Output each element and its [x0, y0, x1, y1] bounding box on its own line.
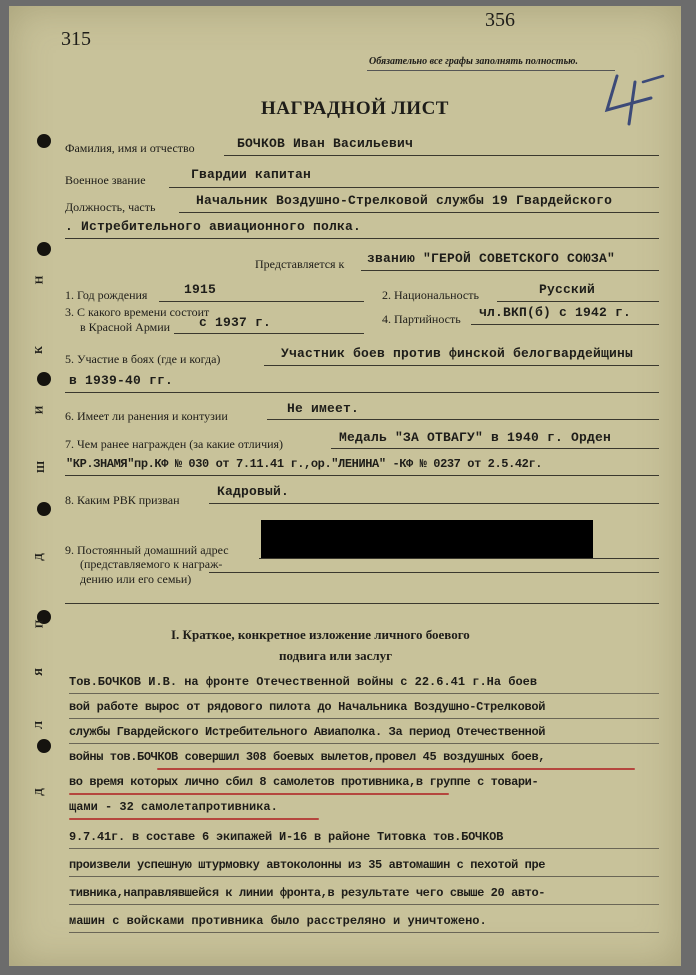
address-label-2: (представляемого к награж-: [80, 557, 223, 571]
archive-number-top: 356: [485, 9, 515, 31]
binding-hole: [37, 372, 51, 386]
narrative-line: во время которых лично сбил 8 самолетов противника,в группе с товари-: [69, 775, 539, 789]
position-value-1: Начальник Воздушно-Стрелковой службы 19 Гвардейского: [196, 193, 613, 208]
narrative-line: Тов.БОЧКОВ И.В. на фронте Отечественной войны с 22.6.41 г.На боев: [69, 675, 538, 689]
awards-label: 7. Чем ранее награжден (за какие отличия): [65, 437, 284, 451]
nominated-label: Представляется к: [255, 257, 345, 271]
red-underline: [69, 793, 449, 795]
section-divider: [65, 603, 659, 604]
battles-value-1: Участник боев против финской белогвардейщины: [281, 346, 634, 361]
binding-hole: [37, 502, 51, 516]
narrative-line: войны тов.БОЧКОВ совершил 308 боевых вылетов,провел 45 воздушных боев,: [69, 750, 546, 764]
narrative-line: машин с войсками противника было расстреляно и уничтожено.: [69, 914, 487, 928]
rvk-label: 8. Каким РВК призван: [65, 493, 180, 507]
section-heading-2: подвига или заслуг: [279, 648, 393, 663]
nationality-value: Русский: [539, 282, 596, 297]
rank-label: Военное звание: [65, 173, 146, 187]
address-label: 9. Постоянный домашний адрес: [65, 543, 229, 557]
nationality-label: 2. Национальность: [382, 288, 479, 302]
instruction-underline: [367, 70, 615, 71]
section-heading: I. Краткое, конкретное изложение личного боевого: [171, 627, 470, 642]
service-label-2: в Красной Армии: [80, 320, 171, 334]
narrative-line: вой работе вырос от рядового пилота до Начальника Воздушно-Стрелковой: [69, 700, 546, 714]
binding-hole: [37, 739, 51, 753]
position-label: Должность, часть: [65, 200, 156, 214]
narrative-line: щами - 32 самолетапротивника.: [69, 800, 278, 814]
battles-value-2: в 1939-40 гг.: [69, 373, 174, 388]
narrative-line: службы Гвардейского Истребительного Авиаполка. За период Отечественной: [69, 725, 546, 739]
party-label: 4. Партийность: [382, 312, 461, 326]
document-title: НАГРАДНОЙ ЛИСТ: [261, 98, 449, 119]
address-label-3: дению или его семьи): [80, 572, 192, 586]
service-label: 3. С какого времени состоит: [65, 305, 210, 319]
wounds-value: Не имеет.: [287, 401, 360, 416]
handwritten-mark: [599, 68, 669, 128]
narrative-line: произвели успешную штурмовку автоколонны из 35 автомашин с пехотой пре: [69, 858, 546, 872]
redaction-block: [261, 520, 593, 558]
binding-hole: [37, 242, 51, 256]
instruction-note: Обязательно все графы заполнять полностью.: [369, 56, 578, 67]
awards-value-1: Медаль "ЗА ОТВАГУ" в 1940 г. Орден: [339, 430, 612, 445]
party-value: чл.ВКП(б) с 1942 г.: [479, 305, 632, 320]
name-value: БОЧКОВ Иван Васильевич: [237, 136, 414, 151]
birth-value: 1915: [184, 282, 217, 297]
binding-hole: [37, 134, 51, 148]
narrative-line: тивника,направлявшейся к линии фронта,в результате чего свыше 20 авто-: [69, 886, 546, 900]
birth-label: 1. Год рождения: [65, 288, 148, 302]
nominated-value: званию "ГЕРОЙ СОВЕТСКОГО СОЮЗА": [367, 251, 616, 266]
name-label: Фамилия, имя и отчество: [65, 141, 195, 155]
awards-value-2: "КР.ЗНАМЯ"пр.КФ № 030 от 7.11.41 г.,ор."ЛЕНИНА" -КФ № 0237 от 2.5.42г.: [66, 457, 543, 471]
award-sheet: 315 356 Обязательно все графы заполнять полностью. Д Л Я П Д Ш И К Н НАГРАДНОЙ ЛИСТ Фамилия, имя и отчество БОЧКОВ Иван Васильевич Военное звание Гвардии капитан Должность, часть Начальник Воздушно-Стрелковой службы 19 Гвардейского . Истребительного авиационного полка. Представляется к званию "ГЕРОЙ СОВЕТСКОГО СОЮЗА" 1. Год рождения 1915 2. Национальность Русский 3. С какого времени состоит в Красной Армии с 1937 г. 4. Партийность чл.ВКП(б) с 1942 г. 5. Участие в боях (где и когда) Участник боев против финской белогвардейщины в 1939-40 гг. 6. Имеет ли ранения и контузии Не имеет. 7. Чем ранее награжден (за какие отличия) Медаль "ЗА ОТВАГУ" в 1940 г. Орден "КР.ЗНАМЯ"пр.КФ № 030 от 7.11.41 г.,ор."ЛЕНИНА" -КФ № 0237 от 2.5.42г. 8. Каким РВК призван Кадровый. 9. Постоянный домашний адрес (представляемого к награж- дению или его семьи) I. Краткое, конкретное изложение личного боевого подвига или заслуг Тов.БОЧКОВ И.В. на фронте Отечественной войны с 22.6.41 г.На боев вой работе вырос от рядового пилота до Начальника Воздушно-Стрелковой службы Гвардейского Истребительного Авиаполка. За период Отечественной войны тов.БОЧКОВ совершил 308 боевых вылетов,провел 45 воздушных боев, во время которых лично сбил 8 самолетов противника,в группе с товари- щами - 32 самолетапротивника. 9.7.41г. в составе 6 экипажей И-16 в районе Титовка тов.БОЧКОВ произвели успешную штурмовку автоколонны из 35 автомашин с пехотой пре тивника,направлявшейся к линии фронта,в результате чего свыше 20 авто- машин с войсками противника было расстреляно и уничтожено.: [9, 6, 681, 966]
rvk-value: Кадровый.: [217, 484, 290, 499]
battles-label: 5. Участие в боях (где и когда): [65, 352, 221, 366]
red-underline: [69, 818, 319, 820]
rank-value: Гвардии капитан: [191, 167, 312, 182]
red-underline: [157, 768, 635, 770]
narrative-line: 9.7.41г. в составе 6 экипажей И-16 в районе Титовка тов.БОЧКОВ: [69, 830, 504, 844]
position-value-2: . Истребительного авиационного полка.: [65, 219, 362, 234]
service-value: с 1937 г.: [199, 315, 272, 330]
wounds-label: 6. Имеет ли ранения и контузии: [65, 409, 228, 423]
archive-number-left: 315: [61, 28, 91, 50]
